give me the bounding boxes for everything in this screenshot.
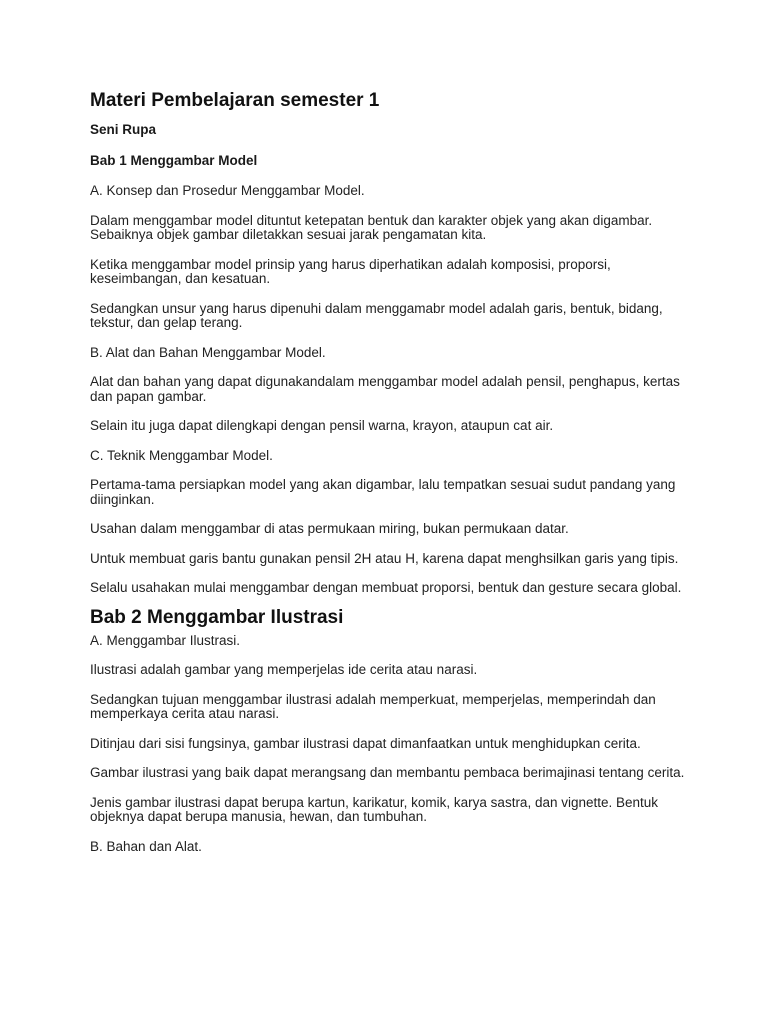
ch2-paragraph: Jenis gambar ilustrasi dapat berupa kartun, karikatur, komik, karya sastra, dan vignette. Bentuk objeknya dapat berupa manusia, hewan, dan tumbuhan.	[90, 794, 659, 824]
ch1-section-c-heading: C. Teknik Menggambar Model.	[90, 447, 273, 463]
ch1-paragraph: Selain itu juga dapat dilengkapi dengan pensil warna, krayon, ataupun cat air.	[90, 418, 554, 433]
ch1-paragraph: Untuk membuat garis bantu gunakan pensil 2H atau H, karena dapat menghsilkan garis yang tipis.	[90, 550, 679, 566]
ch1-paragraph: Dalam menggambar model dituntut ketepatan bentuk dan karakter objek yang akan digambar. Sebaiknya objek gambar diletakkan sesuai jarak pengamatan kita.	[90, 212, 653, 242]
ch1-paragraph: Ketika menggambar model prinsip yang harus diperhatikan adalah komposisi, proporsi, keseimbangan, dan kesatuan.	[90, 256, 611, 286]
ch1-section-a-heading: A. Konsep dan Prosedur Menggambar Model.	[90, 183, 365, 198]
ch1-paragraph: Sedangkan unsur yang harus dipenuhi dalam menggamabr model adalah garis, bentuk, bidang, tekstur, dan gelap terang.	[90, 300, 663, 330]
ch1-paragraph: Pertama-tama persiapkan model yang akan digambar, lalu tempatkan sesuai sudut pandang yang diinginkan.	[90, 477, 676, 507]
ch1-paragraph: Usahan dalam menggambar di atas permukaan miring, bukan permukaan datar.	[90, 521, 569, 536]
ch2-paragraph: Ditinjau dari sisi fungsinya, gambar ilustrasi dapat dimanfaatkan untuk menghidupkan cerita.	[90, 735, 641, 751]
ch2-paragraph: Sedangkan tujuan menggambar ilustrasi adalah memperkuat, memperjelas, memperindah dan memperkaya cerita atau narasi.	[90, 691, 656, 721]
ch2-section-b-heading: B. Bahan dan Alat.	[90, 838, 202, 854]
ch1-section-b-heading: B. Alat dan Bahan Menggambar Model.	[90, 344, 326, 360]
ch1-paragraph: Alat dan bahan yang dapat digunakandalam menggambar model adalah pensil, penghapus, kertas dan papan gambar.	[90, 374, 680, 404]
ch2-paragraph: Gambar ilustrasi yang baik dapat merangsang dan membantu pembaca berimajinasi tentang cerita.	[90, 765, 685, 780]
ch2-section-a-heading: A. Menggambar Ilustrasi.	[90, 632, 241, 648]
chapter-2-heading: Bab 2 Menggambar Ilustrasi	[90, 606, 344, 628]
document-title: Materi Pembelajaran semester 1	[90, 90, 380, 111]
document-page	[90, 90, 690, 854]
subject-heading: Seni Rupa	[90, 122, 157, 137]
ch1-paragraph: Selalu usahakan mulai menggambar dengan membuat proporsi, bentuk dan gesture secara global.	[90, 580, 682, 595]
chapter-1-heading: Bab 1 Menggambar Model	[90, 153, 258, 168]
ch2-paragraph: Ilustrasi adalah gambar yang memperjelas ide cerita atau narasi.	[90, 662, 478, 677]
